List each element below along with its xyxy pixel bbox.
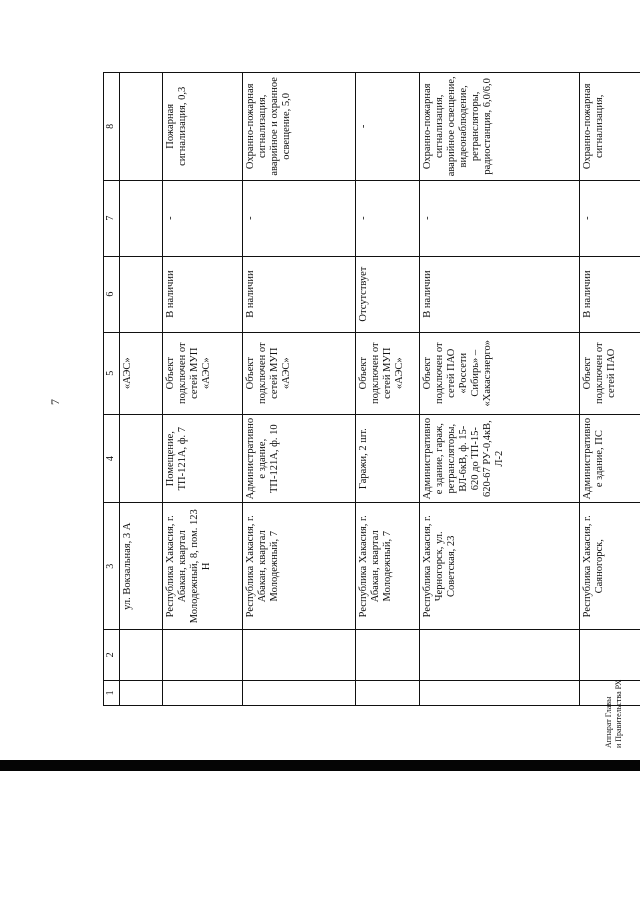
table-cell: В наличии bbox=[420, 256, 580, 332]
table-cell bbox=[420, 630, 580, 681]
table-cell: - bbox=[355, 73, 420, 181]
table-cell: Административное здание, ПС bbox=[580, 414, 640, 503]
table-cell: Объект подключен от сетей МУП «АЭС» bbox=[163, 332, 243, 414]
table-cell bbox=[120, 414, 163, 503]
table-cell bbox=[120, 180, 163, 256]
rotated-table-container bbox=[103, 72, 640, 706]
table-cell: Республика Хакасия, г. Абакан, квартал Молодежный, 8, пом. 123 Н bbox=[163, 503, 243, 630]
table-cell bbox=[163, 630, 243, 681]
table-cell: В наличии bbox=[243, 256, 355, 332]
table-cell: Объект подключен от сетей ПАО bbox=[580, 332, 640, 414]
table-row bbox=[120, 73, 163, 706]
table-cell: - bbox=[243, 180, 355, 256]
table-cell bbox=[355, 680, 420, 705]
table-cell: Административное здание, гараж, ретрансляторы, ВЛ-6кВ, ф. 15-620 до ТП-15-620-67 РУ-0,4кВ, Л-2 bbox=[420, 414, 580, 503]
stamp-line: Аппарат Главы bbox=[604, 696, 613, 748]
table-cell bbox=[120, 256, 163, 332]
table-row bbox=[580, 73, 640, 706]
table-cell: Пожарная сигнализация, 0,3 bbox=[163, 73, 243, 181]
header-cell: 7 bbox=[104, 180, 120, 256]
table-cell: ул. Вокзальная, 3 А bbox=[120, 503, 163, 630]
table-cell: - bbox=[355, 180, 420, 256]
table-cell bbox=[580, 630, 640, 681]
table-cell bbox=[355, 630, 420, 681]
table-cell: Объект подключен от сетей ПАО «Россети Сибирь» – «Хакасэнерго» bbox=[420, 332, 580, 414]
table-row bbox=[355, 73, 420, 706]
table-cell bbox=[120, 630, 163, 681]
table-cell: Республика Хакасия, г. Черногорск, ул. Советская, 23 bbox=[420, 503, 580, 630]
table-cell: Административное здание, ТП-121А, ф. 10 bbox=[243, 414, 355, 503]
table-cell: - bbox=[163, 180, 243, 256]
table-cell: - bbox=[420, 180, 580, 256]
header-cell: 6 bbox=[104, 256, 120, 332]
scan-edge-band bbox=[0, 760, 640, 771]
page-number: 7 bbox=[48, 399, 62, 405]
header-cell: 8 bbox=[104, 73, 120, 181]
table-cell: Охранно-пожарная сигнализация, аварийное освещение, видеонаблюдение, ретрансляторы, радиостанция, 6,0/6,0 bbox=[420, 73, 580, 181]
table-cell: Объект подключен от сетей МУП «АЭС» bbox=[355, 332, 420, 414]
table-cell: Объект подключен от сетей МУП «АЭС» bbox=[243, 332, 355, 414]
office-stamp bbox=[604, 680, 624, 748]
table-cell: Отсутствует bbox=[355, 256, 420, 332]
table-row bbox=[420, 73, 580, 706]
table-cell: Помещение, ТП-121А, ф. 7 bbox=[163, 414, 243, 503]
table-cell: Охранно-пожарная сигнализация, аварийное и охранное освещение, 5,0 bbox=[243, 73, 355, 181]
table-cell bbox=[120, 680, 163, 705]
table-cell bbox=[243, 680, 355, 705]
stamp-line: и Правительства РХ bbox=[614, 679, 623, 748]
table-cell: Гаражи, 2 шт. bbox=[355, 414, 420, 503]
table-cell: Республика Хакасия, г. Абакан, квартал Молодежный, 7 bbox=[355, 503, 420, 630]
table-cell: В наличии bbox=[580, 256, 640, 332]
table-cell: В наличии bbox=[163, 256, 243, 332]
table-row bbox=[243, 73, 355, 706]
table-cell bbox=[420, 680, 580, 705]
data-table bbox=[103, 72, 640, 706]
header-cell: 4 bbox=[104, 414, 120, 503]
table-cell bbox=[163, 680, 243, 705]
table-cell bbox=[243, 630, 355, 681]
table-cell: Республика Хакасия, г. Абакан, квартал Молодежный, 7 bbox=[243, 503, 355, 630]
header-cell: 2 bbox=[104, 630, 120, 681]
header-row bbox=[104, 73, 120, 706]
table-cell: Республика Хакасия, г. Саяногорск, bbox=[580, 503, 640, 630]
header-cell: 1 bbox=[104, 680, 120, 705]
header-cell: 3 bbox=[104, 503, 120, 630]
table-cell: Охранно-пожарная сигнализация, bbox=[580, 73, 640, 181]
table-cell bbox=[120, 73, 163, 181]
table-cell: «АЭС» bbox=[120, 332, 163, 414]
header-cell: 5 bbox=[104, 332, 120, 414]
table-cell: - bbox=[580, 180, 640, 256]
table-row bbox=[163, 73, 243, 706]
